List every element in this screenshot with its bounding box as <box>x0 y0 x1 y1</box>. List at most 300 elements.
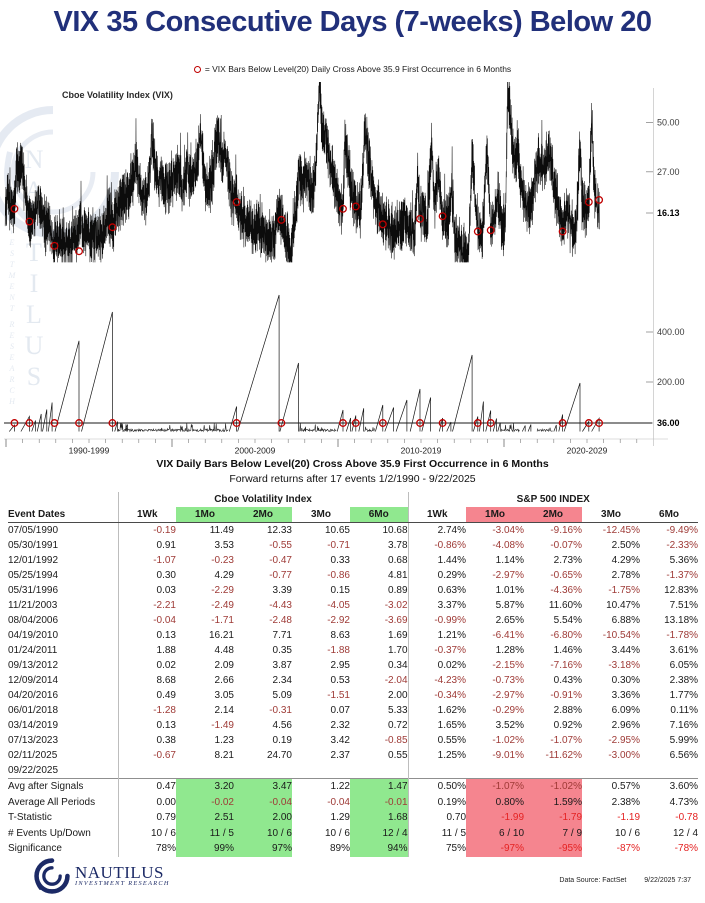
event-date: 09/22/2025 <box>8 765 59 776</box>
summary-cell: 97% <box>234 841 292 857</box>
return-cell: 3.61% <box>669 645 699 656</box>
return-cell: -3.00% <box>608 750 641 761</box>
chart-legend <box>0 64 705 74</box>
return-cell: 12.83% <box>664 585 699 596</box>
return-cell <box>292 763 350 779</box>
vix-charts <box>0 80 705 460</box>
svg-text:S: S <box>10 249 14 258</box>
summary-row <box>8 795 698 811</box>
return-cell: 0.68 <box>388 555 408 566</box>
svg-text:E: E <box>9 282 15 291</box>
return-cell: 1.88 <box>118 643 176 658</box>
return-cell: 0.89 <box>388 585 408 596</box>
return-cell: 5.36% <box>669 555 699 566</box>
return-cell: -2.15% <box>492 660 525 671</box>
return-cell: 2.14 <box>214 705 234 716</box>
return-cell: -2.49 <box>211 600 234 611</box>
return-cell: 0.34 <box>388 660 408 671</box>
return-cell: -3.02 <box>384 600 408 611</box>
return-cell: 3.52% <box>495 720 525 731</box>
event-date: 04/20/2016 <box>8 690 59 701</box>
return-cell: 0.02 <box>118 658 176 673</box>
return-cell: 5.99% <box>669 735 699 746</box>
decade-label: 1990-1999 <box>68 445 110 456</box>
return-cell: -1.78% <box>666 630 699 641</box>
table-row <box>8 688 698 703</box>
table-row <box>8 628 698 643</box>
table-row <box>8 538 698 553</box>
return-cell: -1.71 <box>211 615 234 626</box>
summary-cell: -78% <box>674 843 699 855</box>
return-cell: 1.65% <box>408 718 466 733</box>
return-cell: -0.23 <box>211 555 234 566</box>
return-cell: 8.21 <box>214 750 234 761</box>
return-cell: 3.44% <box>611 645 641 656</box>
return-cell: -1.88 <box>327 645 350 656</box>
return-cell: 2.78% <box>611 570 641 581</box>
return-cell: 1.44% <box>408 553 466 568</box>
event-marker-ring-icon <box>194 66 201 73</box>
return-cell: 0.15 <box>330 585 350 596</box>
nautilus-swirl-icon <box>32 857 72 895</box>
return-cell: 7.71 <box>272 630 292 641</box>
return-cell: 1.62% <box>408 703 466 718</box>
svg-text:C: C <box>9 386 15 395</box>
summary-cell: 12 / 4 <box>350 826 408 842</box>
return-cell: 13.18% <box>664 615 699 626</box>
return-cell: -3.04% <box>492 525 525 536</box>
return-cell: 0.38 <box>118 733 176 748</box>
return-cell: 7.51% <box>669 600 699 611</box>
return-cell <box>408 763 466 779</box>
return-cell: -3.18% <box>608 660 641 671</box>
return-cell: 2.00 <box>388 690 408 701</box>
return-cell: 0.53 <box>330 675 350 686</box>
return-cell: 3.42 <box>330 735 350 746</box>
return-cell: 0.11% <box>670 705 699 716</box>
summary-cell: 1.29 <box>330 812 350 824</box>
return-cell: -1.51 <box>327 690 350 701</box>
return-cell: -6.41% <box>492 630 525 641</box>
return-cell: -0.37% <box>408 643 466 658</box>
svg-text:N: N <box>9 216 15 225</box>
return-cell: -10.54% <box>602 630 641 641</box>
return-cell: 6.88% <box>611 615 641 626</box>
return-cell: 2.34 <box>272 675 292 686</box>
summary-cell: 89% <box>329 843 350 855</box>
return-cell: -0.86% <box>408 538 466 553</box>
return-cell: 5.33 <box>388 705 408 716</box>
return-cell: -9.49% <box>666 525 699 536</box>
legend-text: = VIX Bars Below Level(20) Daily Cross Above 35.9 First Occurrence in 6 Months <box>204 64 512 74</box>
summary-cell: 0.70 <box>408 810 466 826</box>
return-cell: 2.50% <box>611 540 641 551</box>
svg-text:I: I <box>10 205 14 214</box>
column-header: 2Mo <box>234 507 292 523</box>
return-cell: -7.16% <box>550 660 583 671</box>
return-cell: 1.70 <box>388 645 408 656</box>
summary-cell: 0.47 <box>118 779 176 795</box>
return-cell: 2.73% <box>553 555 583 566</box>
return-cell: -2.97% <box>492 570 525 581</box>
y-tick-label: 16.13 <box>657 208 680 219</box>
decade-label: 2000-2009 <box>234 445 276 456</box>
return-cell: 8.68 <box>118 673 176 688</box>
return-cell: 2.32 <box>330 720 350 731</box>
event-date: 05/31/1996 <box>8 585 59 596</box>
top-chart-title: Cboe Volatility Index (VIX) <box>62 90 173 100</box>
return-cell: 10.65 <box>324 525 350 536</box>
svg-text:L: L <box>26 300 42 329</box>
y-tick-label: 200.00 <box>657 377 685 388</box>
summary-cell: 4.73% <box>669 796 699 808</box>
summary-cell: 10 / 6 <box>614 827 641 839</box>
decade-label: 2010-2019 <box>400 445 442 456</box>
return-cell <box>350 763 408 779</box>
return-cell <box>234 763 292 779</box>
summary-cell: 0.80% <box>466 795 524 811</box>
return-cell: 11.49 <box>209 525 234 536</box>
return-cell: -0.34% <box>408 688 466 703</box>
summary-cell: 99% <box>176 841 234 857</box>
summary-cell: 0.19% <box>408 795 466 811</box>
summary-cell: 7 / 9 <box>524 826 582 842</box>
event-date: 01/24/2011 <box>8 645 58 656</box>
column-header: 6Mo <box>350 507 408 523</box>
summary-label: Significance <box>8 843 62 855</box>
return-cell: -0.65% <box>550 570 583 581</box>
column-header: 1Mo <box>466 507 524 523</box>
summary-cell: 1.68 <box>350 810 408 826</box>
summary-label: T-Statistic <box>8 812 52 824</box>
return-cell: 11.60% <box>548 600 583 611</box>
svg-text:R: R <box>9 375 15 384</box>
return-cell: -6.80% <box>550 630 583 641</box>
brand-subtitle: INVESTMENT RESEARCH <box>75 880 170 887</box>
return-cell: 1.25% <box>408 748 466 763</box>
table-row <box>8 523 698 539</box>
return-cell: 0.91 <box>118 538 176 553</box>
return-cell: -0.99% <box>408 613 466 628</box>
return-cell: 10.47% <box>606 600 641 611</box>
summary-row <box>8 810 698 826</box>
return-cell: 0.63% <box>408 583 466 598</box>
return-cell: 2.37 <box>330 750 350 761</box>
return-cell: -9.01% <box>492 750 525 761</box>
return-cell: 4.48 <box>214 645 234 656</box>
summary-cell: -87% <box>616 843 641 855</box>
svg-text:T: T <box>9 260 15 269</box>
summary-cell: 94% <box>350 841 408 857</box>
summary-cell: -95% <box>524 841 582 857</box>
summary-cell: 78% <box>118 841 176 857</box>
svg-text:R: R <box>9 320 15 329</box>
summary-cell: -1.19 <box>617 812 641 824</box>
return-cell: 5.87% <box>495 600 525 611</box>
return-cell: 0.13 <box>118 628 176 643</box>
summary-cell: 1.22 <box>292 779 350 795</box>
return-cell: 3.37% <box>408 598 466 613</box>
return-cell: 0.35 <box>272 645 292 656</box>
column-header: 1Wk <box>408 507 466 523</box>
table-row <box>8 613 698 628</box>
summary-cell: 11 / 5 <box>408 826 466 842</box>
return-cell: 2.95 <box>330 660 350 671</box>
table-row <box>8 673 698 688</box>
group-header: S&P 500 INDEX <box>408 492 698 507</box>
column-header: 1Wk <box>118 507 176 523</box>
return-cell: 1.77% <box>669 690 699 701</box>
return-cell: -0.29% <box>492 705 525 716</box>
return-cell: -0.55 <box>269 540 292 551</box>
return-cell: 5.09 <box>272 690 292 701</box>
return-cell: -3.69 <box>384 615 408 626</box>
event-date: 04/19/2010 <box>8 630 59 641</box>
return-cell: 0.19 <box>272 735 292 746</box>
y-tick-label: 36.00 <box>657 418 680 429</box>
return-cell: 2.96% <box>611 720 641 731</box>
return-cell: 0.33 <box>330 555 350 566</box>
nautilus-logo <box>32 857 170 895</box>
return-cell: -4.08% <box>492 540 525 551</box>
svg-text:E: E <box>9 238 15 247</box>
return-cell: 0.72 <box>388 720 408 731</box>
data-source <box>543 877 691 884</box>
return-cell: -0.07% <box>550 540 583 551</box>
return-cell: 1.14% <box>495 555 525 566</box>
return-cell: -2.21 <box>118 598 176 613</box>
summary-row <box>8 779 698 795</box>
return-cell: 2.74% <box>408 523 466 539</box>
return-cell: -0.77 <box>269 570 292 581</box>
summary-cell: 1.59% <box>524 795 582 811</box>
return-cell: -1.07% <box>550 735 583 746</box>
svg-text:E: E <box>9 331 15 340</box>
svg-text:U: U <box>24 207 44 236</box>
data-source-label: Data Source: FactSet <box>559 877 627 884</box>
svg-text:A: A <box>9 364 15 373</box>
summary-cell: -1.99 <box>466 810 524 826</box>
table-row <box>8 703 698 718</box>
summary-cell: -1.79 <box>524 810 582 826</box>
svg-text:S: S <box>10 342 14 351</box>
return-cell: -2.33% <box>666 540 699 551</box>
return-cell: 6.56% <box>669 750 699 761</box>
return-cell: -0.85 <box>384 735 408 746</box>
return-cell: 0.43% <box>553 675 583 686</box>
return-cell <box>640 763 698 779</box>
return-cell: 3.78 <box>388 540 408 551</box>
summary-row <box>8 826 698 842</box>
return-cell: 0.55% <box>408 733 466 748</box>
return-cell: -1.28 <box>118 703 176 718</box>
return-cell: 1.28% <box>495 645 525 656</box>
return-cell: 5.54% <box>553 615 583 626</box>
svg-text:M: M <box>8 271 16 280</box>
svg-text:T: T <box>9 304 15 313</box>
timestamp: 9/22/2025 7:37 <box>644 877 691 884</box>
svg-text:N: N <box>24 145 44 174</box>
return-cell <box>176 763 234 779</box>
return-cell: -0.04 <box>118 613 176 628</box>
summary-cell: 11 / 5 <box>176 826 234 842</box>
table-row <box>8 643 698 658</box>
return-cell: 4.29 <box>214 570 234 581</box>
return-cell: -2.92 <box>327 615 350 626</box>
return-cell: -4.23% <box>408 673 466 688</box>
return-cell: 8.63 <box>330 630 350 641</box>
event-date: 05/30/1991 <box>8 540 59 551</box>
summary-cell: 12 / 4 <box>673 827 699 839</box>
return-cell: 3.53 <box>214 540 234 551</box>
table-row <box>8 763 698 779</box>
summary-cell: 3.60% <box>640 779 698 795</box>
return-cell <box>582 763 640 779</box>
summary-cell: 1.47 <box>350 779 408 795</box>
column-header: 6Mo <box>640 507 698 523</box>
return-cell: 0.03 <box>118 583 176 598</box>
summary-label: Average All Periods <box>8 796 96 808</box>
return-cell: -0.47 <box>269 555 292 566</box>
summary-cell: 0.57% <box>582 779 640 795</box>
return-cell: -4.36% <box>550 585 583 596</box>
table-row <box>8 658 698 673</box>
chart-caption: VIX Daily Bars Below Level(20) Cross Above 35.9 First Occurrence in 6 Months <box>156 458 549 470</box>
svg-text:N: N <box>9 293 15 302</box>
summary-cell: -0.04 <box>327 796 350 808</box>
summary-cell: -0.04 <box>234 795 292 811</box>
return-cell: 1.23 <box>214 735 234 746</box>
return-cell: -0.71 <box>327 540 350 551</box>
column-header: 3Mo <box>292 507 350 523</box>
event-date: 11/21/2003 <box>8 600 58 611</box>
return-cell: 3.05 <box>214 690 234 701</box>
svg-text:A: A <box>24 176 44 205</box>
return-cell: -4.05 <box>327 600 350 611</box>
y-tick-label: 27.00 <box>657 166 680 177</box>
summary-cell: 2.51 <box>176 810 234 826</box>
event-date: 08/04/2006 <box>8 615 59 626</box>
event-date: 09/13/2012 <box>8 660 59 671</box>
return-cell: 3.87 <box>272 660 292 671</box>
table-row <box>8 733 698 748</box>
group-header: Cboe Volatility Index <box>118 492 408 507</box>
summary-cell: 75% <box>408 841 466 857</box>
y-tick-label: 50.00 <box>657 117 680 128</box>
return-cell: -0.73% <box>492 675 525 686</box>
svg-text:U: U <box>24 331 44 360</box>
event-date: 07/13/2023 <box>8 735 59 746</box>
return-cell: 0.30 <box>118 568 176 583</box>
return-cell: -1.49 <box>211 720 234 731</box>
svg-text:E: E <box>9 353 15 362</box>
event-date: 05/25/1994 <box>8 570 59 581</box>
column-header: Event Dates <box>8 507 118 523</box>
return-cell: 0.29% <box>408 568 466 583</box>
return-cell: -1.02% <box>492 735 525 746</box>
return-cell: 10.68 <box>382 525 408 536</box>
svg-text:T: T <box>26 238 42 267</box>
event-date: 12/01/1992 <box>8 555 59 566</box>
events-table <box>8 492 698 857</box>
y-tick-label: 400.00 <box>657 327 685 338</box>
return-cell: 7.16% <box>669 720 699 731</box>
event-date: 02/11/2025 <box>8 750 58 761</box>
svg-text:S: S <box>26 362 42 391</box>
return-cell <box>118 763 176 779</box>
summary-label: # Events Up/Down <box>8 827 91 839</box>
return-cell: -0.19 <box>118 523 176 539</box>
event-date: 07/05/1990 <box>8 525 59 536</box>
return-cell: -4.43 <box>269 600 292 611</box>
table-row <box>8 718 698 733</box>
summary-cell: 10 / 6 <box>234 826 292 842</box>
return-cell: -2.95% <box>608 735 641 746</box>
return-cell: -2.04 <box>384 675 408 686</box>
return-cell: 6.05% <box>669 660 699 671</box>
return-cell: 2.38% <box>669 675 699 686</box>
return-cell: -2.48 <box>269 615 292 626</box>
summary-cell: 3.47 <box>234 779 292 795</box>
table-row <box>8 583 698 598</box>
column-header: 3Mo <box>582 507 640 523</box>
return-cell: -9.16% <box>550 525 583 536</box>
return-cell: 16.21 <box>208 630 234 641</box>
svg-text:V: V <box>9 227 15 236</box>
page-title: VIX 35 Consecutive Days (7-weeks) Below 20 <box>53 6 652 38</box>
return-cell: 0.55 <box>388 750 408 761</box>
svg-text:I: I <box>29 269 39 298</box>
return-cell: 1.21% <box>408 628 466 643</box>
return-cell: 0.07 <box>330 705 350 716</box>
return-cell: 0.92% <box>553 720 583 731</box>
chart-subcaption: Forward returns after 17 events 1/2/1990 - 9/22/2025 <box>229 473 476 485</box>
table-row <box>8 553 698 568</box>
summary-cell: 6 / 10 <box>466 826 524 842</box>
return-cell: 4.56 <box>272 720 292 731</box>
return-cell: 2.66 <box>214 675 234 686</box>
return-cell: 1.46% <box>553 645 583 656</box>
event-date: 12/09/2014 <box>8 675 59 686</box>
return-cell: 3.39 <box>272 585 292 596</box>
summary-cell: 3.20 <box>176 779 234 795</box>
summary-cell: -0.78 <box>675 812 699 824</box>
return-cell: -12.45% <box>602 525 641 536</box>
return-cell: 0.02% <box>408 658 466 673</box>
return-cell: 12.33 <box>266 525 292 536</box>
svg-text:H: H <box>9 397 15 406</box>
return-cell: 4.29% <box>611 555 641 566</box>
summary-cell: -0.01 <box>350 795 408 811</box>
summary-cell: 0.00 <box>118 795 176 811</box>
return-cell: 4.81 <box>388 570 408 581</box>
summary-cell: -97% <box>466 841 524 857</box>
summary-cell: 2.00 <box>234 810 292 826</box>
count-ramps <box>9 295 599 432</box>
return-cell: -2.29 <box>211 585 234 596</box>
column-header: 1Mo <box>176 507 234 523</box>
summary-cell: -1.02% <box>524 779 582 795</box>
summary-cell: 10 / 6 <box>324 827 350 839</box>
return-cell: 24.70 <box>266 750 292 761</box>
decade-label: 2020-2029 <box>566 445 608 456</box>
event-date: 03/14/2019 <box>8 720 59 731</box>
return-cell: 2.88% <box>553 705 583 716</box>
return-cell: -2.97% <box>492 690 525 701</box>
summary-cell: 10 / 6 <box>118 826 176 842</box>
return-cell: -0.86 <box>327 570 350 581</box>
table-row <box>8 598 698 613</box>
